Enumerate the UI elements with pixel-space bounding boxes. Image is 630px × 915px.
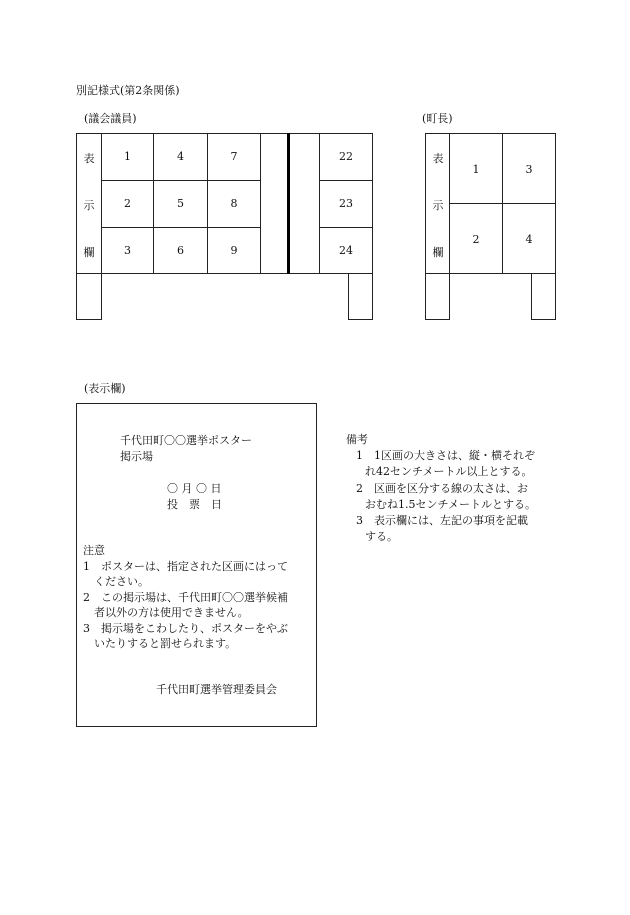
display-notice-title: 注意 [83,544,105,557]
display-date-line: 〇 月 〇 日 [167,482,222,495]
council-cell-22: 22 [339,150,353,163]
page-title: 別記様式(第2条関係) [76,84,180,97]
display-panel [76,403,317,727]
display-notice-line: いたりすると罰せられます。 [83,637,237,650]
council-side-label-3: 欄 [83,246,95,259]
council-cell-4: 4 [177,150,184,163]
mayor-side-label-1: 表 [432,152,444,165]
display-notice-line: 3 掲示場をこわしたり、ポスターをやぶ [83,622,288,635]
mayor-cell-3: 3 [525,163,533,176]
council-section-label: (議会議員) [84,112,137,125]
council-cell-7: 7 [230,150,238,163]
remarks-line: 2 区画を区分する線の太さは、お [356,482,528,495]
council-cell-3: 3 [124,244,131,257]
thick-divider [287,133,290,274]
council-cell-1: 1 [124,150,131,163]
council-cell-2: 2 [124,197,131,210]
council-cell-9: 9 [230,244,238,257]
council-cell-24: 24 [339,244,353,257]
mayor-side-label-3: 欄 [432,246,444,259]
council-cell-23: 23 [339,197,353,210]
display-notice-line: 1 ポスターは、指定された区画にはって [83,560,288,573]
remarks-line: する。 [365,530,398,543]
mayor-cell-1: 1 [472,163,480,176]
council-side-label-1: 表 [83,152,95,165]
remarks-line: れ42センチメートル以上とする。 [365,465,533,478]
remarks-line: 3 表示欄には、左記の事項を記載 [356,514,528,527]
display-notice-line: ください。 [83,575,149,588]
mayor-cell-2: 2 [472,233,480,246]
display-notice-line: 者以外の方は使用できません。 [83,606,249,619]
council-cell-8: 8 [230,197,238,210]
remarks-line: 1 1区画の大きさは、縦・横それぞ [356,449,535,462]
remarks-line: おむね1.5センチメートルとする。 [365,498,537,511]
display-vote-line: 投 票 日 [167,498,222,511]
display-section-label: (表示欄) [84,382,126,395]
council-cell-5: 5 [177,197,184,210]
display-heading-line1: 千代田町〇〇選挙ポスター [120,434,252,447]
mayor-section-label: (町長) [422,112,453,125]
display-heading-line2: 掲示場 [120,450,153,463]
mayor-side-label-2: 示 [432,199,444,212]
display-notice-line: 2 この掲示場は、千代田町〇〇選挙候補 [83,591,288,604]
mayor-cell-4: 4 [525,233,533,246]
council-cell-6: 6 [177,244,184,257]
remarks-title: 備考 [346,433,368,446]
council-side-label-2: 示 [83,199,95,212]
display-footer: 千代田町選挙管理委員会 [156,683,277,696]
